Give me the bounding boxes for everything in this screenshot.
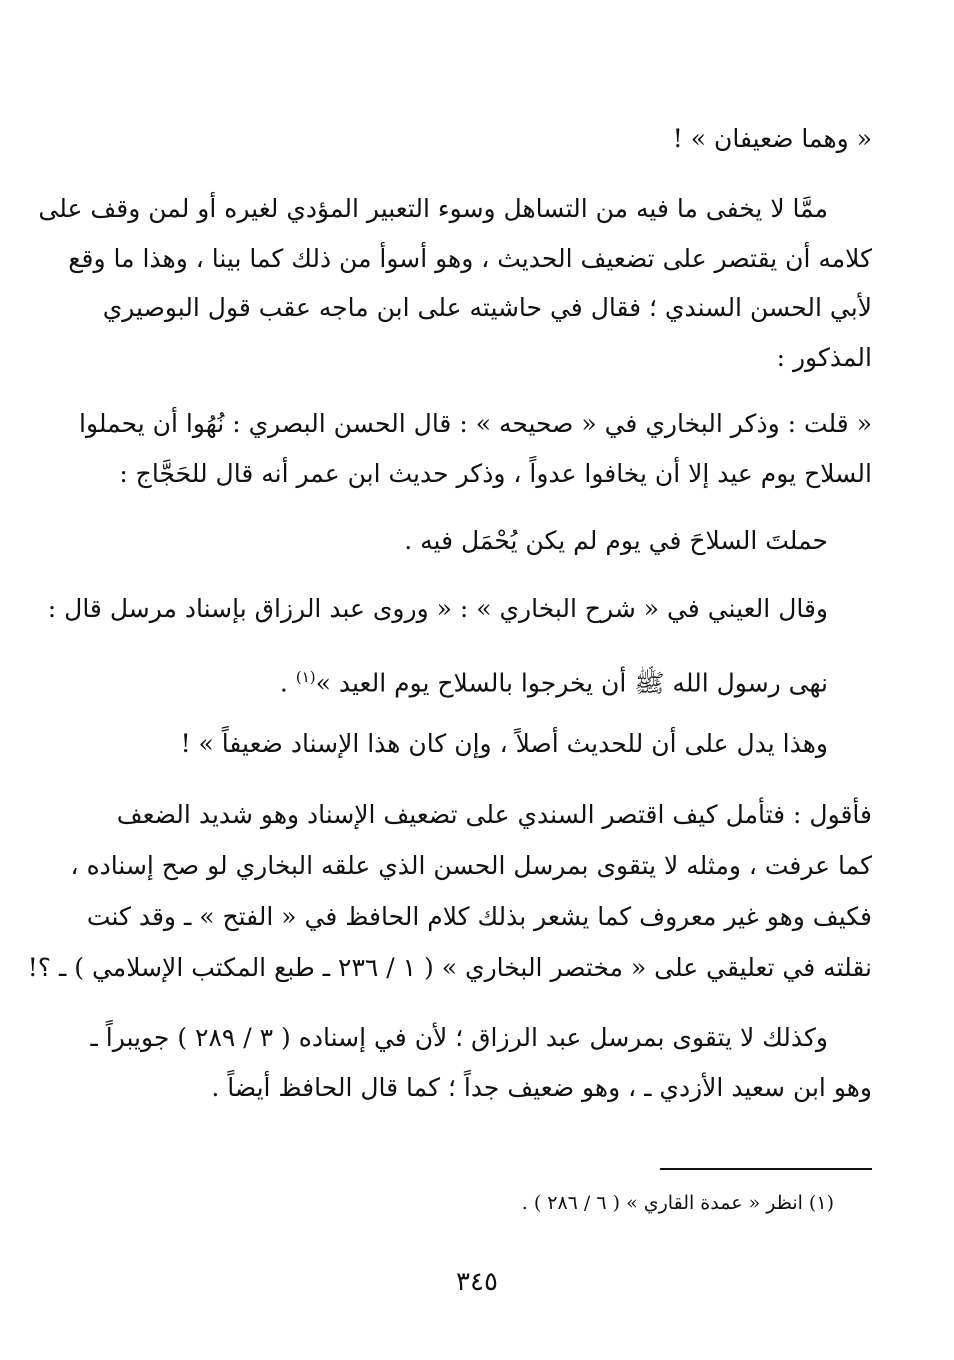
text-line-6: « قلت : وذكر البخاري في « صحيحه » : قال الحسن البصري : نُهُوا أن يحملوا bbox=[79, 409, 872, 438]
text-line-10 bbox=[126, 657, 828, 703]
text-line-7: السلاح يوم عيد إلا أن يخافوا عدواً ، وذكر حديث ابن عمر أنه قال للحَجَّاج : bbox=[119, 459, 872, 488]
text-line-16: وكذلك لا يتقوى بمرسل عبد الرزاق ؛ لأن في إسناده ( ٣ / ٢٨٩ ) جويبراً ـ bbox=[90, 1023, 828, 1052]
text-line-17: وهو ابن سعيد الأزدي ـ ، وهو ضعيف جداً ؛ كما قال الحافظ أيضاً . bbox=[211, 1073, 872, 1102]
footnote-marker: (١) bbox=[295, 668, 316, 686]
text-line-3: كلامه أن يقتصر على تضعيف الحديث ، وهو أسوأ من ذلك كما بينا ، وهذا ما وقع bbox=[68, 244, 872, 273]
text-line-14: فكيف وهو غير معروف كما يشعر بذلك كلام الحافظ في « الفتح » ـ وقد كنت bbox=[86, 902, 872, 931]
text-line-5: المذكور : bbox=[776, 343, 872, 372]
text-line-15: نقلته في تعليقي على « مختصر البخاري » ( ١ / ٢٣٦ ـ طبع المكتب الإسلامي ) ـ ؟! bbox=[27, 953, 872, 982]
footnote: (١) انظر « عمدة القاري » ( ٦ / ٢٨٦ ) . bbox=[521, 1192, 834, 1214]
text-line-13: كما عرفت ، ومثله لا يتقوى بمرسل الحسن الذي علقه البخاري لو صح إسناده ، bbox=[70, 851, 872, 880]
text-line-11: وهذا يدل على أن للحديث أصلاً ، وإن كان هذا الإسناد ضعيفاً » ! bbox=[180, 729, 828, 758]
text-line-1: « وهما ضعيفان » ! bbox=[672, 124, 872, 153]
page-number: ٣٤٥ bbox=[456, 1267, 498, 1297]
text-line-8: حملتَ السلاحَ في يوم لم يكن يُحْمَل فيه . bbox=[404, 526, 828, 555]
line-10-period: . bbox=[279, 668, 296, 698]
footnote-separator bbox=[660, 1168, 872, 1170]
text-line-9: وقال العيني في « شرح البخاري » : « وروى عبد الرزاق بإسناد مرسل قال : bbox=[47, 594, 828, 623]
text-line-12: فأقول : فتأمل كيف اقتصر السندي على تضعيف الإسناد وهو شديد الضعف bbox=[116, 800, 872, 829]
text-line-2: ممَّا لا يخفى ما فيه من التساهل وسوء التعبير المؤدي لغيره أو لمن وقف على bbox=[38, 194, 828, 223]
line-10-text: نهى رسول الله ﷺ أن يخرجوا بالسلاح يوم العيد » bbox=[315, 668, 828, 698]
text-line-4: لأبي الحسن السندي ؛ فقال في حاشيته على ابن ماجه عقب قول البوصيري bbox=[102, 293, 872, 322]
